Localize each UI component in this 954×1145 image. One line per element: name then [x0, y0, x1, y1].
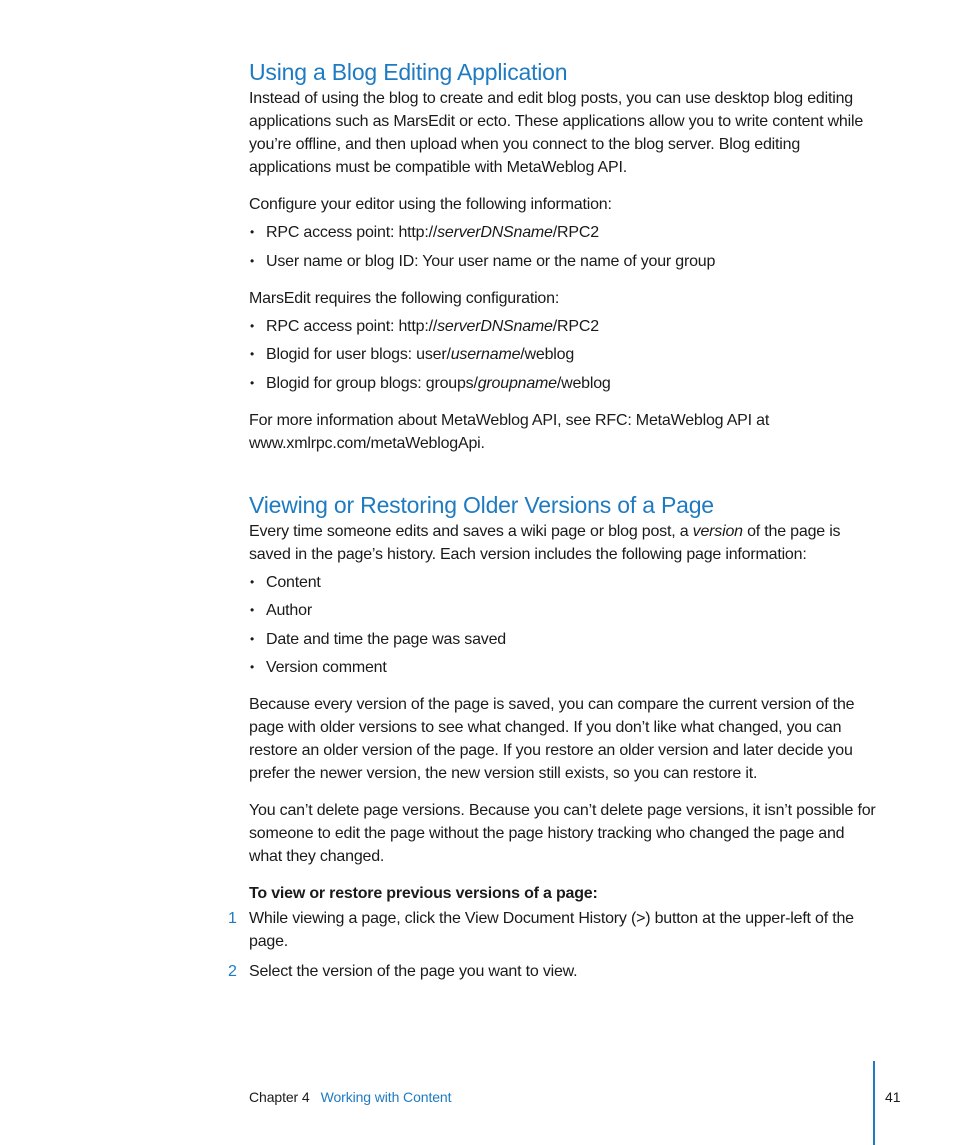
page-footer — [249, 1087, 451, 1107]
list-item: • Content — [249, 571, 879, 594]
configure-intro: Configure your editor using the following information: — [249, 196, 612, 213]
step-item: 1 While viewing a page, click the View Document History (>) button at the upper-left of the page. — [249, 907, 879, 953]
footer-chapter-title: Working with Content — [320, 1089, 452, 1105]
list-item: • Date and time the page was saved — [249, 628, 879, 651]
compare-versions-paragraph: Because every version of the page is saved, you can compare the current version of the page with older versions to see what changed. If you don’t like what changed, you can restore an older version of the page. If you restore an older version and later decide you prefer the newer version, the new version still exists, so you can restore it. — [249, 696, 855, 782]
list-item: • Version comment — [249, 656, 879, 679]
footer-divider — [873, 1061, 875, 1145]
task-title: To view or restore previous versions of a page: — [249, 885, 598, 902]
delete-versions-paragraph: You can’t delete page versions. Because you can’t delete page versions, it isn’t possible for someone to edit the page without the page history tracking who changed the page and what they changed. — [249, 802, 876, 865]
metaweblog-more-info: For more information about MetaWeblog API, see RFC: MetaWeblog API at www.xmlrpc.com/metaWeblogApi. — [249, 411, 770, 452]
bullet-icon: • — [250, 375, 255, 390]
page-number: 41 — [885, 1089, 901, 1105]
bullet-icon: • — [250, 603, 255, 617]
bullet-icon: • — [250, 347, 255, 361]
versions-intro: Every time someone edits and saves a wiki page or blog post, a version of the page is saved in the page’s history. Each version includes the following page information: — [249, 522, 841, 563]
page-content — [228, 58, 879, 990]
list-item: • Blogid for group blogs: groups/groupname/weblog — [249, 372, 879, 395]
marsedit-config-list — [249, 315, 879, 395]
step-number: 2 — [228, 963, 237, 980]
bullet-icon: • — [250, 318, 255, 333]
list-item: • RPC access point: http://serverDNSname/RPC2 — [249, 315, 879, 338]
config-list — [249, 221, 879, 273]
bullet-icon: • — [250, 631, 255, 646]
step-number: 1 — [228, 910, 237, 927]
blog-editing-intro: Instead of using the blog to create and edit blog posts, you can use desktop blog editing applications such as MarsEdit or ecto. These applications allow you to write content while you’re offline, and then upload when you connect to the blog server. Blog editing applications must be compatible with MetaWeblog API. — [249, 90, 864, 176]
footer-chapter-label: Chapter 4 — [249, 1089, 310, 1105]
bullet-icon: • — [250, 225, 255, 239]
section-heading-blog-editing: Using a Blog Editing Application — [249, 59, 568, 85]
bullet-icon: • — [250, 574, 255, 589]
task-steps — [228, 907, 879, 983]
bullet-icon: • — [250, 253, 255, 268]
list-item: • User name or blog ID: Your user name or the name of your group — [249, 250, 879, 273]
step-item: 2 Select the version of the page you want to view. — [249, 960, 879, 983]
marsedit-intro: MarsEdit requires the following configuration: — [249, 289, 560, 307]
list-item: • Author — [249, 599, 879, 622]
bullet-icon: • — [250, 660, 255, 674]
section-heading-versions: Viewing or Restoring Older Versions of a Page — [249, 491, 714, 518]
list-item: • RPC access point: http://serverDNSname/RPC2 — [249, 221, 879, 244]
page-info-list — [249, 571, 879, 680]
list-item: • Blogid for user blogs: user/username/weblog — [249, 343, 879, 366]
